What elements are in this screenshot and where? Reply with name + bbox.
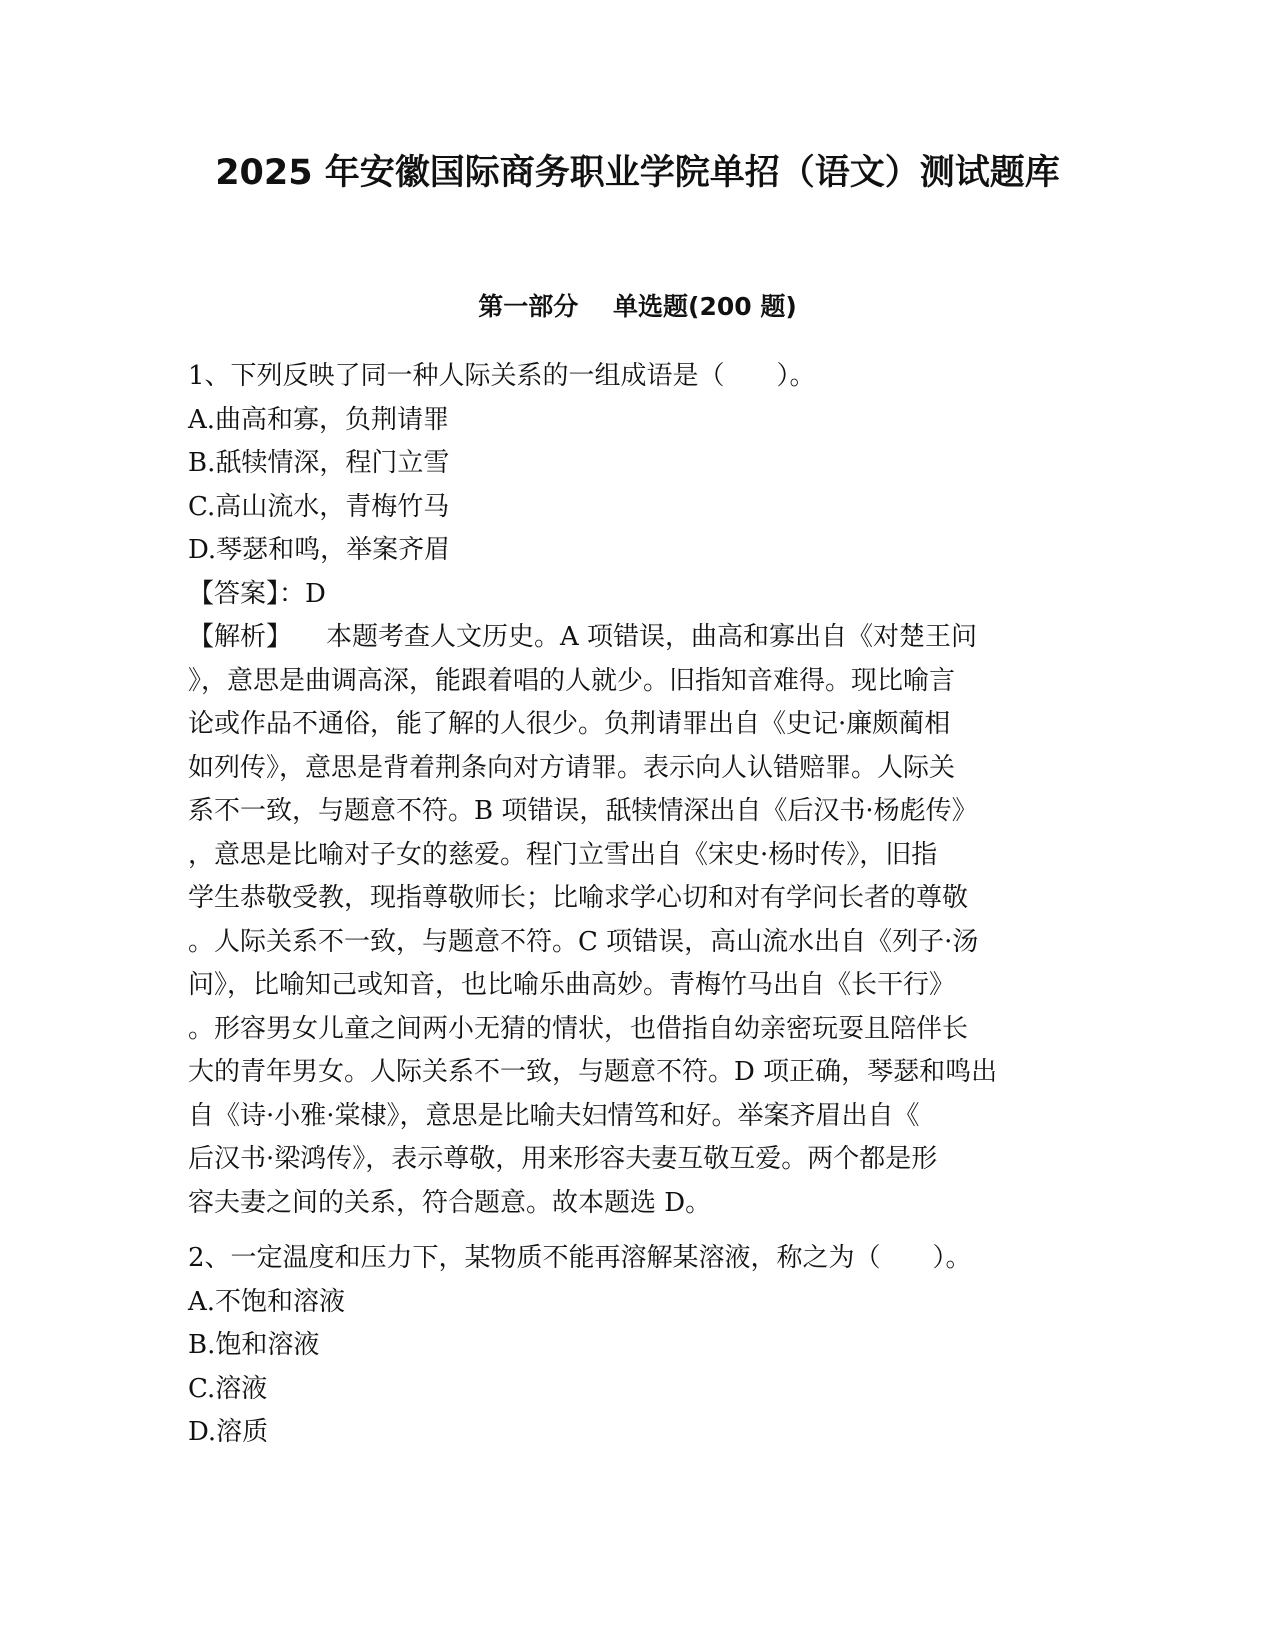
- option-d: D.溶质: [188, 1417, 269, 1447]
- analysis-line: 自《诗·小雅·棠棣》，意思是比喻夫妇情笃和好。举案齐眉出自《: [188, 1100, 920, 1131]
- analysis-line: 容夫妻之间的关系，符合题意。故本题选 D。: [188, 1187, 712, 1218]
- answer: 【答案】：D: [188, 578, 326, 609]
- analysis-line: 》，意思是曲调高深，能跟着唱的人就少。旧指知音难得。现比喻言: [188, 665, 956, 696]
- document-title: 2025 年安徽国际商务职业学院单招（语文）测试题库: [215, 153, 1060, 193]
- analysis-line: 如列传》，意思是背着荆条向对方请罪。表示向人认错赔罪。人际关: [188, 752, 956, 783]
- analysis-line: ，意思是比喻对子女的慈爱。程门立雪出自《宋史·杨时传》，旧指: [188, 839, 938, 870]
- question-stem: 1、下列反映了同一种人际关系的一组成语是（ ）。: [188, 361, 816, 391]
- analysis-label: 【解析】: [188, 622, 293, 652]
- section-title: 第一部分 单选题(200 题): [478, 292, 797, 321]
- option-b: B.舐犊情深，程门立雪: [188, 448, 450, 478]
- analysis-line: 。人际关系不一致，与题意不符。C 项错误，高山流水出自《列子·汤: [188, 926, 979, 957]
- analysis-line: 问》，比喻知己或知音，也比喻乐曲高妙。青梅竹马出自《长干行》: [188, 970, 956, 1000]
- analysis-line: 后汉书·梁鸿传》，表示尊敬，用来形容夫妻互敬互爱。两个都是形: [188, 1144, 938, 1174]
- question-1: [188, 355, 1088, 1225]
- option-a: A.曲高和寡，负荆请罪: [188, 404, 450, 435]
- analysis-first-line: [188, 616, 1088, 660]
- analysis-line: 本题考查人文历史。A 项错误，曲高和寡出自《对楚王问: [326, 622, 978, 652]
- question-2: [188, 1237, 1088, 1455]
- analysis-line: 系不一致，与题意不符。B 项错误，舐犊情深出自《后汉书·杨彪传》: [188, 796, 978, 826]
- option-c: C.溶液: [188, 1373, 268, 1404]
- analysis-line: 大的青年男女。人际关系不一致，与题意不符。D 项正确，琴瑟和鸣出: [188, 1057, 998, 1087]
- question-list: [188, 355, 1088, 1455]
- analysis-line: 。形容男女儿童之间两小无猜的情状，也借指自幼亲密玩耍且陪伴长: [188, 1013, 969, 1044]
- option-c: C.高山流水，青梅竹马: [188, 491, 450, 522]
- analysis-line: 学生恭敬受教，现指尊敬师长；比喻求学心切和对有学问长者的尊敬: [188, 883, 969, 913]
- option-d: D.琴瑟和鸣，举案齐眉: [188, 535, 451, 565]
- question-spacer: [188, 1225, 1088, 1237]
- option-b: B.饱和溶液: [188, 1330, 320, 1360]
- option-a: A.不饱和溶液: [188, 1286, 346, 1317]
- analysis-line: 论或作品不通俗，能了解的人很少。负荆请罪出自《史记·廉颇蔺相: [188, 709, 951, 739]
- question-stem: 2、一定温度和压力下，某物质不能再溶解某溶液，称之为（ ）。: [188, 1243, 972, 1273]
